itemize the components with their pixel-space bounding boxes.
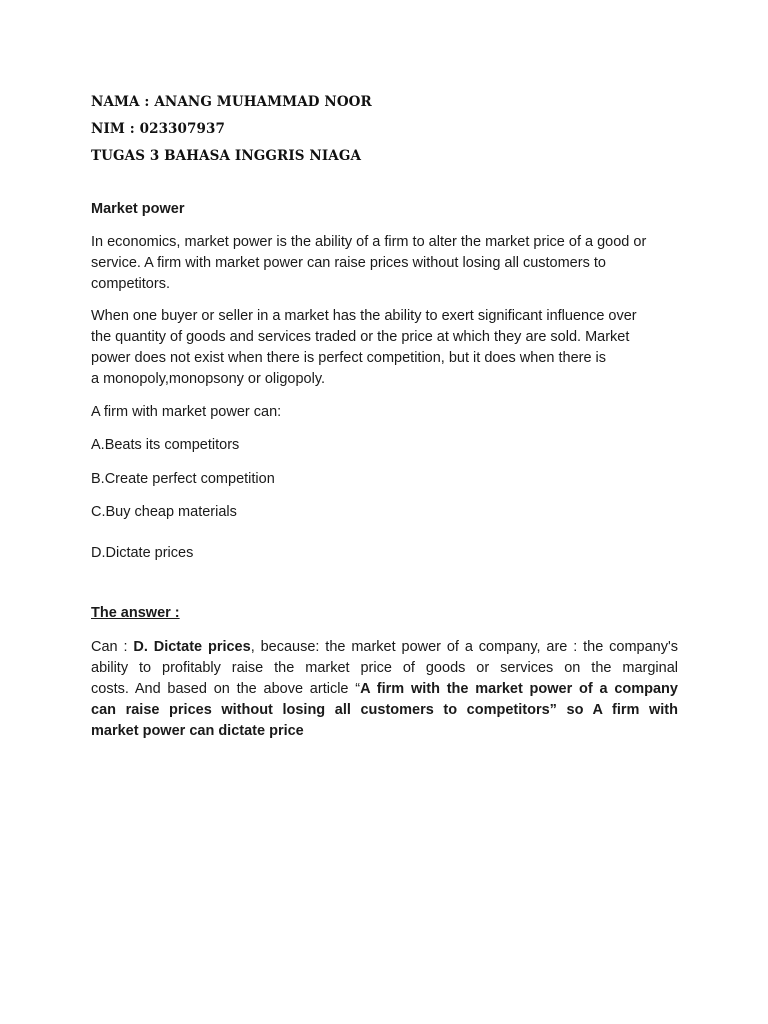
- answer-line: [91, 637, 678, 658]
- answer-conclusion: market power can dictate price: [91, 723, 304, 739]
- answer-reason: , because: the market power of a company, are : the company's: [250, 639, 678, 655]
- answer-paragraph: [91, 637, 678, 742]
- explanation-paragraph: [91, 306, 681, 390]
- option-d: D.Dictate prices: [91, 545, 194, 561]
- option-c: C.Buy cheap materials: [91, 504, 237, 520]
- answer-prefix: Can :: [91, 639, 134, 655]
- paragraph-line: When one buyer or seller in a market has the ability to exert significant influence over: [91, 308, 637, 324]
- paragraph-line: the quantity of goods and services traded or the price at which they are sold. Market: [91, 329, 630, 345]
- paragraph-line: In economics, market power is the ability of a firm to alter the market price of a good or: [91, 234, 647, 250]
- answer-line: ability to profitably raise the market price of goods or services on the marginal: [91, 660, 678, 676]
- answer-line: can raise prices without losing all customers to competitors” so A firm with: [91, 702, 678, 718]
- definition-paragraph: [91, 232, 681, 295]
- answer-quote: A firm with the market power of a company: [360, 681, 678, 697]
- answer-text: costs. And based on the above article “: [91, 681, 361, 697]
- option-a: A.Beats its competitors: [91, 437, 240, 453]
- paragraph-line: a monopoly,monopsony or oligopoly.: [91, 371, 326, 387]
- option-b: B.Create perfect competition: [91, 471, 275, 487]
- student-nim-line: NIM : 023307937: [91, 121, 226, 137]
- assignment-title-line: TUGAS 3 BAHASA INGGRIS NIAGA: [91, 148, 362, 164]
- paragraph-line: service. A firm with market power can raise prices without losing all customers to: [91, 255, 606, 271]
- paragraph-line: competitors.: [91, 276, 170, 292]
- answer-heading: The answer :: [91, 605, 180, 621]
- section-heading: Market power: [91, 201, 185, 217]
- answer-line: [91, 679, 678, 700]
- paragraph-line: power does not exist when there is perfect competition, but it does when there is: [91, 350, 607, 366]
- question-text: A firm with market power can:: [91, 404, 282, 420]
- student-name-line: NAMA : ANANG MUHAMMAD NOOR: [91, 94, 372, 110]
- answer-choice: D. Dictate prices: [133, 639, 251, 655]
